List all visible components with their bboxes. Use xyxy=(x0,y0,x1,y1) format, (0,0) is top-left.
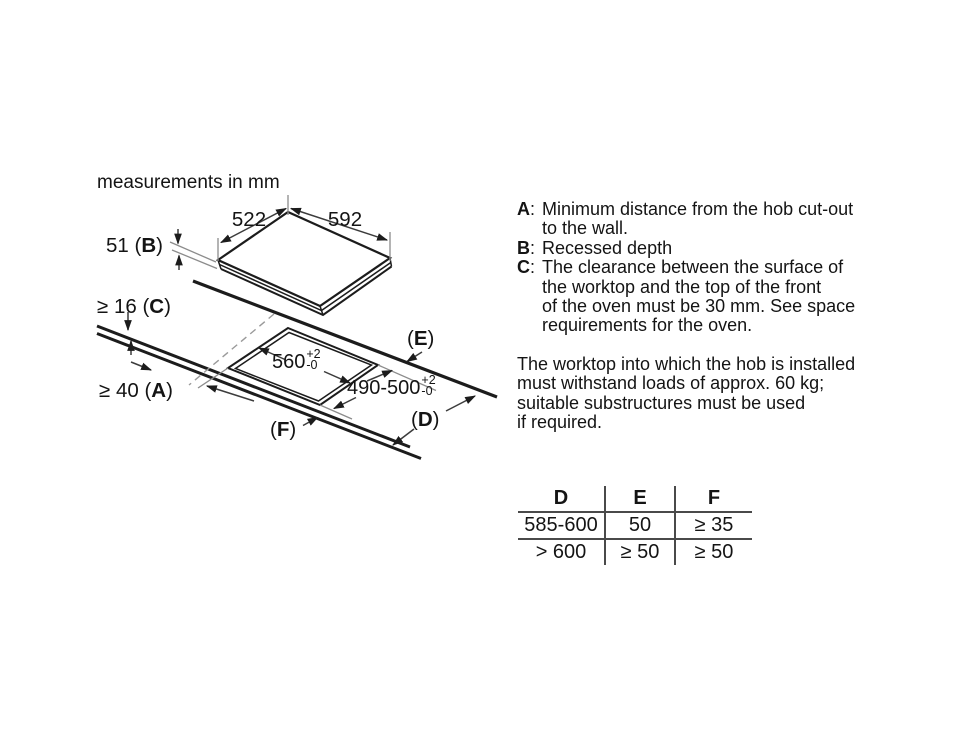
note-line: if required. xyxy=(517,412,603,433)
recess-depth-label: 51 (B) xyxy=(106,234,163,257)
note-line: suitable substructures must be used xyxy=(517,392,806,413)
note-line: must withstand loads of approx. 60 kg; xyxy=(517,373,825,394)
table-row xyxy=(518,539,752,565)
table-cell: ≥ 35 xyxy=(675,512,752,539)
wall-distance-label: ≥ 40 (A) xyxy=(99,379,173,402)
table-row xyxy=(518,512,752,539)
definition-line: to the wall. xyxy=(542,218,629,239)
table-cell: > 600 xyxy=(518,539,605,565)
definition-c: C: The clearance between the surface of the worktop and the top of the front of the oven must be 30 mm. See space requirements for the oven. xyxy=(517,258,907,336)
label-f: (F) xyxy=(270,418,297,441)
hob-width-dimension: 592 xyxy=(327,208,363,231)
cutout-width-dimension: 560 +2 -0 xyxy=(272,347,321,373)
table-header-row xyxy=(518,486,752,512)
tolerance: +2 -0 xyxy=(421,373,436,398)
definition-line: The clearance between the surface of xyxy=(542,257,844,278)
note-line: The worktop into which the hob is installed xyxy=(517,353,856,374)
hob-depth-dimension: 522 xyxy=(231,208,267,231)
table-cell: ≥ 50 xyxy=(605,539,675,565)
definition-line: requirements for the oven. xyxy=(542,315,753,336)
definition-line: the worktop and the top of the front xyxy=(542,276,822,297)
label-e: (E) xyxy=(407,327,435,350)
cutout-depth-dimension: 490-500 +2 -0 xyxy=(347,373,436,399)
worktop-load-note xyxy=(517,355,907,433)
definition-a: A: Minimum distance from the hob cut-out to the wall. xyxy=(517,200,907,239)
column-header-e: E xyxy=(605,486,675,512)
column-header-f: F xyxy=(675,486,752,512)
clearance-label: ≥ 16 (C) xyxy=(97,295,171,318)
def-spec-table xyxy=(518,486,752,565)
column-header-d: D xyxy=(518,486,605,512)
legend-text xyxy=(517,200,907,432)
tolerance: +2 -0 xyxy=(306,347,321,372)
table-cell: ≥ 50 xyxy=(694,541,734,563)
table-cell: 585-600 xyxy=(518,512,605,539)
definition-line: Recessed depth xyxy=(542,237,673,258)
definition-b: B: Recessed depth xyxy=(517,239,907,258)
units-note: measurements in mm xyxy=(97,172,280,193)
definition-line: of the oven must be 30 mm. See space xyxy=(542,296,856,317)
definition-line: Minimum distance from the hob cut-out xyxy=(542,199,854,219)
label-d: (D) xyxy=(411,408,440,431)
table-cell: 50 xyxy=(605,512,675,539)
